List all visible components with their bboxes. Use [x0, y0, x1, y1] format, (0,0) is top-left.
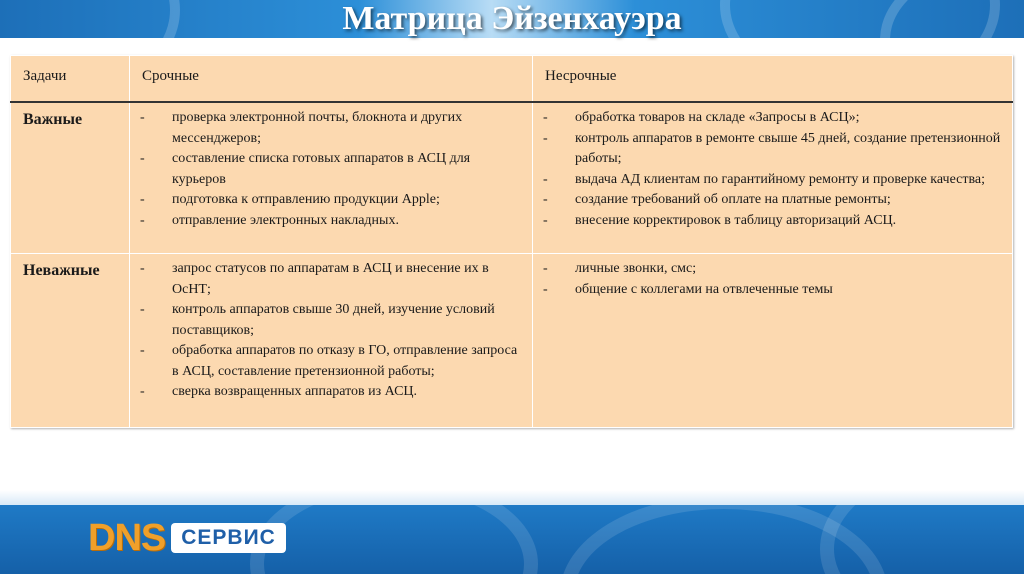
decorative-ring — [250, 505, 538, 574]
list-item — [140, 108, 522, 149]
table-row — [11, 254, 1013, 428]
list-item — [543, 129, 1002, 170]
header-cell-tasks: Задачи — [11, 56, 130, 103]
eisenhower-matrix-table — [10, 55, 1013, 428]
bullet-dash: - — [140, 343, 145, 358]
cell-unimportant-not-urgent — [533, 254, 1013, 428]
header-cell-not-urgent: Несрочные — [533, 56, 1013, 103]
table-header-row — [11, 56, 1013, 103]
row-label-unimportant: Неважные — [23, 262, 100, 279]
list-item-text: личные звонки, смс; — [575, 261, 697, 276]
cell-important-not-urgent — [533, 102, 1013, 254]
bullet-dash: - — [543, 192, 548, 207]
list-item-text: сверка возвращенных аппаратов из АСЦ. — [172, 384, 418, 399]
list-item-text: создание требований об оплате на платные ремонты; — [575, 192, 891, 207]
list-item-text: выдача АД клиентам по гарантийному ремонту и проверке качества; — [575, 171, 985, 187]
logo-service-badge: СЕРВИС — [171, 523, 286, 553]
task-list — [533, 103, 1012, 231]
task-list — [130, 103, 532, 231]
list-item — [140, 382, 522, 403]
cell-important-urgent — [130, 102, 533, 254]
bullet-dash: - — [140, 384, 145, 399]
list-item-text: внесение корректировок в таблицу авторизаций АСЦ. — [575, 212, 897, 228]
list-item — [543, 280, 1002, 301]
list-item-text: обработка аппаратов по отказу в ГО, отправление запроса в АСЦ, составление претензионной работы; — [172, 343, 518, 379]
bullet-dash: - — [140, 192, 145, 207]
cell-unimportant-urgent — [130, 254, 533, 428]
bullet-dash: - — [140, 151, 145, 166]
page-title: Матрица Эйзенхауэра — [342, 0, 682, 37]
list-item — [140, 341, 522, 382]
list-item-text: отправление электронных накладных. — [172, 212, 399, 228]
row-label-cell — [11, 102, 130, 254]
bullet-dash: - — [140, 110, 145, 125]
bullet-dash: - — [543, 281, 548, 297]
table-row — [11, 102, 1013, 254]
list-item — [140, 300, 522, 341]
bullet-dash: - — [543, 261, 548, 276]
list-item-text: обработка товаров на складе «Запросы в АСЦ»; — [575, 110, 860, 125]
bullet-dash: - — [140, 212, 145, 228]
row-label-important: Важные — [23, 111, 83, 128]
list-item-text: составление списка готовых аппаратов в АСЦ для курьеров — [172, 151, 471, 187]
header-cell-urgent: Срочные — [130, 56, 533, 103]
logo-brand: DNS — [88, 517, 166, 559]
dns-service-logo — [88, 517, 286, 559]
list-item-text: запрос статусов по аппаратам в АСЦ и внесение их в ОсНТ; — [172, 261, 489, 297]
list-item — [140, 259, 522, 300]
list-item-text: проверка электронной почты, блокнота и других мессенджеров; — [172, 110, 463, 146]
list-item-text: подготовка к отправлению продукции Apple; — [172, 192, 440, 207]
list-item — [140, 190, 522, 211]
list-item-text: контроль аппаратов свыше 30 дней, изучение условий поставщиков; — [172, 302, 495, 338]
bullet-dash: - — [543, 130, 548, 146]
row-label-cell — [11, 254, 130, 428]
list-item — [543, 108, 1002, 129]
bullet-dash: - — [140, 261, 145, 276]
decorative-ring — [820, 505, 1024, 574]
bullet-dash: - — [543, 212, 548, 228]
list-item — [543, 170, 1002, 191]
task-list — [533, 254, 1012, 300]
bullet-dash: - — [543, 110, 548, 125]
list-item — [543, 259, 1002, 280]
list-item-text: общение с коллегами на отвлеченные темы — [575, 281, 833, 297]
list-item — [543, 211, 1002, 232]
list-item — [140, 149, 522, 190]
list-item — [140, 211, 522, 232]
list-item — [543, 190, 1002, 211]
bullet-dash: - — [140, 302, 145, 317]
list-item-text: контроль аппаратов в ремонте свыше 45 дней, создание претензионной работы; — [575, 130, 1001, 166]
bullet-dash: - — [543, 171, 548, 187]
task-list — [130, 254, 532, 403]
